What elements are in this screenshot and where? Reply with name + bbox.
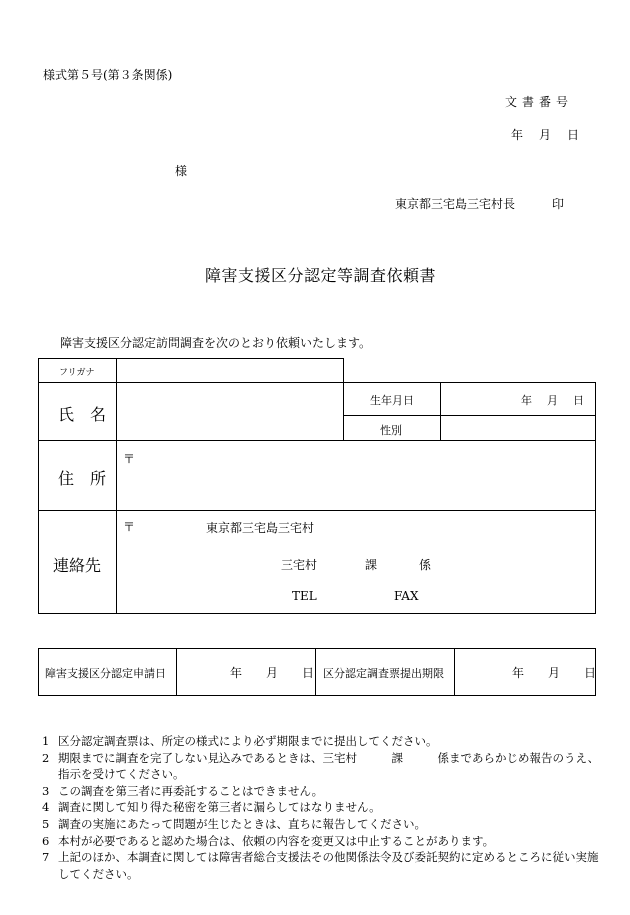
note-item: 3 この調査を第三者に再委託することはできません。 [42, 783, 324, 798]
name-label: 氏 名 [58, 405, 107, 424]
notes-list [42, 733, 602, 882]
document-number-label: 文書番号 [505, 95, 574, 109]
contact-section: 課 [365, 558, 378, 572]
dob-label: 生年月日 [370, 394, 414, 407]
note-item: 5 調査の実施にあたって問題が生じたときは、直ちに報告してください。 [42, 816, 426, 831]
note-item: 4 調査に関して知り得た秘密を第三者に漏らしてはなりません。 [42, 800, 381, 815]
gender-label: 性別 [380, 424, 402, 437]
deadline-value: 年 月 日 [512, 666, 597, 680]
note-item: 7 上記のほか、本調査に関しては障害者総合支援法その他関係法令及び委託契約に定めるところに従い実施してください。 [42, 850, 599, 881]
address-postal-mark: 〒 [123, 452, 136, 466]
application-date-value: 年 月 日 [230, 666, 315, 680]
address-label: 住 所 [58, 469, 107, 488]
intro-text: 障害支援区分認定訪問調査を次のとおり依頼いたします。 [60, 336, 372, 350]
contact-label: 連絡先 [53, 556, 102, 575]
form-number: 様式第５号(第３条関係) [43, 68, 173, 82]
dob-value: 年 月 日 [521, 394, 586, 407]
application-date-label: 障害支援区分認定申請日 [45, 667, 166, 680]
issuer-name: 東京都三宅島三宅村長 [395, 197, 516, 211]
document-title: 障害支援区分認定等調査依頼書 [205, 266, 437, 285]
contact-address: 東京都三宅島三宅村 [206, 521, 315, 535]
recipient-suffix: 様 [175, 164, 188, 178]
note-item: 2 期限までに調査を完了しない見込みであるときは、三宅村 課 係まであらかじめ報告のうえ、指示を受けてください。 [42, 750, 600, 782]
furigana-label: フリガナ [59, 368, 95, 378]
seal-mark: 印 [552, 197, 565, 211]
contact-village: 三宅村 [281, 558, 318, 572]
contact-fax-label: FAX [394, 589, 419, 603]
contact-postal-mark: 〒 [123, 520, 136, 534]
contact-tel-label: TEL [292, 589, 317, 603]
contact-unit: 係 [419, 558, 432, 572]
note-item: 6 本村が必要であると認めた場合は、依頼の内容を変更又は中止することがあります。 [42, 833, 495, 848]
date-field: 年 月 日 [511, 128, 582, 142]
deadline-label: 区分認定調査票提出期限 [323, 667, 444, 680]
note-item: 1 区分認定調査票は、所定の様式により必ず期限までに提出してください。 [42, 734, 438, 748]
